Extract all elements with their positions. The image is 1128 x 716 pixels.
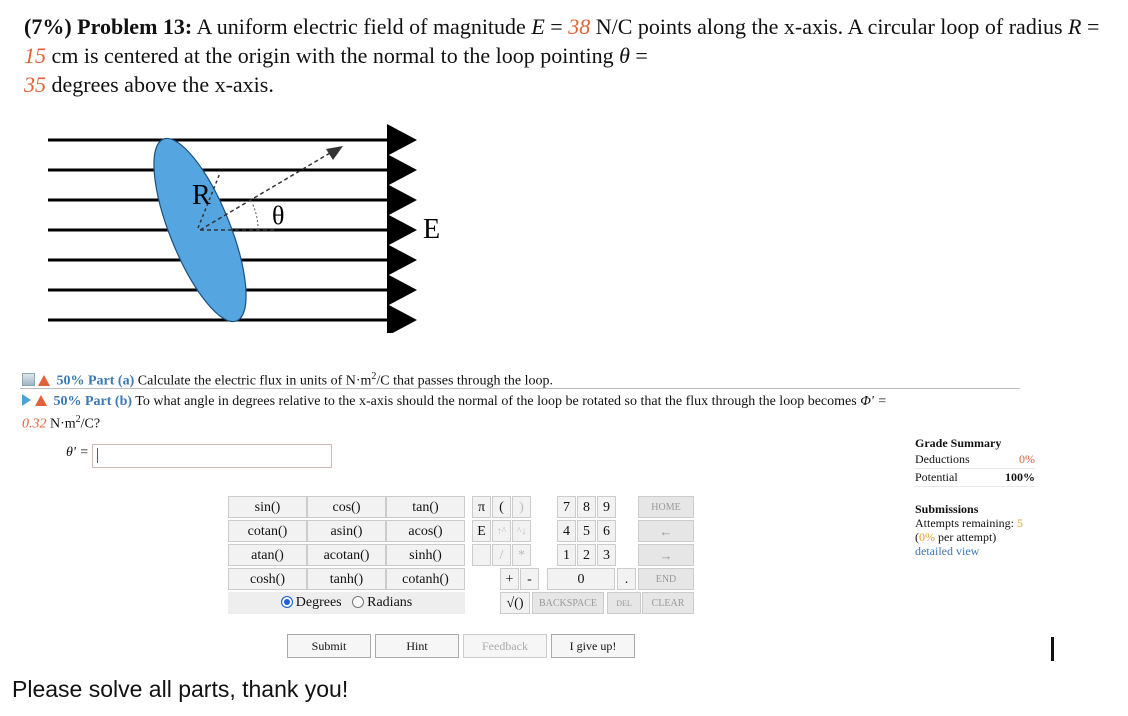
- eq-3: =: [629, 43, 648, 68]
- normal-arrowhead: [326, 146, 343, 160]
- degrees-radio[interactable]: [281, 596, 293, 608]
- fn-cos-button[interactable]: cos(): [307, 496, 386, 518]
- grade-summary-title: Grade Summary: [915, 436, 1002, 450]
- warning-icon: [35, 395, 47, 406]
- fn-cotanh-button[interactable]: cotanh(): [386, 568, 465, 590]
- physics-figure: [40, 118, 470, 333]
- r-symbol: R: [1068, 14, 1082, 39]
- flux-unit: N·m: [46, 416, 76, 432]
- part-b-text: To what angle in degrees relative to the x-axis should the normal of the loop be rotated so that the flux through the loop becomes: [135, 394, 857, 409]
- key-8[interactable]: 8: [577, 496, 596, 518]
- key-backspace[interactable]: BACKSPACE: [532, 592, 604, 614]
- deductions-label: Deductions: [915, 452, 970, 466]
- part-a-text: Calculate the electric flux in units of N·m: [137, 373, 372, 389]
- r-value: 15: [24, 43, 46, 68]
- fn-cosh-button[interactable]: cosh(): [228, 568, 307, 590]
- key-9[interactable]: 9: [597, 496, 616, 518]
- e-value: 38: [568, 14, 591, 39]
- part-b-row: [22, 393, 1032, 434]
- theta-symbol: θ: [619, 43, 630, 68]
- theta-value: 35: [24, 72, 46, 97]
- flux-value: 0.32: [22, 416, 47, 432]
- potential-value: 100%: [1005, 470, 1035, 484]
- key-clear[interactable]: CLEAR: [642, 592, 694, 614]
- deductions-value: 0%: [1019, 452, 1035, 466]
- part-a-label[interactable]: 50% Part (a): [56, 373, 135, 389]
- fn-atan-button[interactable]: atan(): [228, 544, 307, 566]
- key-blank: [472, 544, 491, 566]
- key-close-paren[interactable]: ): [512, 496, 531, 518]
- eq-2: =: [1081, 14, 1100, 39]
- fn-sin-button[interactable]: sin(): [228, 496, 307, 518]
- fn-asin-button[interactable]: asin(): [307, 520, 386, 542]
- submissions-title: Submissions: [915, 502, 979, 516]
- normal-arrow: [200, 153, 330, 230]
- degrees-label[interactable]: Degrees: [295, 595, 342, 610]
- field-arrowheads: [387, 124, 417, 333]
- problem-weight: (7%): [24, 14, 72, 39]
- key-left-arrow[interactable]: ←: [638, 520, 694, 542]
- key-4[interactable]: 4: [557, 520, 576, 542]
- problem-text-3: cm is centered at the origin with the normal to the loop pointing: [46, 43, 620, 68]
- phi-symbol: Φ' =: [860, 394, 887, 409]
- key-3[interactable]: 3: [597, 544, 616, 566]
- key-plus[interactable]: +: [500, 568, 519, 590]
- problem-text-4: degrees above the x-axis.: [46, 72, 274, 97]
- fn-sinh-button[interactable]: sinh(): [386, 544, 465, 566]
- grade-summary: [915, 436, 1035, 487]
- submit-button[interactable]: Submit: [287, 634, 371, 658]
- key-sqrt[interactable]: √(): [500, 592, 530, 614]
- answer-input[interactable]: [92, 444, 332, 468]
- attempts-value: 5: [1016, 516, 1023, 530]
- hint-button[interactable]: Hint: [375, 634, 459, 658]
- flux-unit-after: /C?: [80, 416, 101, 432]
- problem-text-1: A uniform electric field of magnitude: [196, 14, 526, 39]
- fn-tanh-button[interactable]: tanh(): [307, 568, 386, 590]
- part-a-text-after: /C that passes through the loop.: [376, 373, 553, 389]
- warning-icon: [38, 375, 50, 386]
- key-power-down[interactable]: ^↓: [512, 520, 531, 542]
- flux-unit-sup: 2: [75, 414, 81, 425]
- part-b-label: 50% Part (b): [53, 394, 133, 409]
- angle-label: θ: [272, 201, 285, 230]
- key-pi[interactable]: π: [472, 496, 491, 518]
- key-0[interactable]: 0: [547, 568, 615, 590]
- divider: [20, 388, 1020, 389]
- key-e[interactable]: E: [472, 520, 491, 542]
- key-power-up[interactable]: ↑^: [492, 520, 511, 542]
- problem-statement: [24, 12, 1114, 99]
- key-minus[interactable]: -: [520, 568, 539, 590]
- radians-label[interactable]: Radians: [367, 595, 413, 610]
- key-7[interactable]: 7: [557, 496, 576, 518]
- problem-label: Problem 13:: [77, 14, 193, 39]
- key-right-arrow[interactable]: →: [638, 544, 694, 566]
- submissions-panel: [915, 502, 1037, 558]
- field-label: E: [423, 214, 441, 245]
- angle-arc: [252, 203, 258, 230]
- key-end[interactable]: END: [638, 568, 694, 590]
- text-caret: [97, 448, 98, 463]
- answer-label: θ' =: [66, 445, 89, 460]
- detailed-view-link[interactable]: detailed view: [915, 544, 980, 558]
- per-attempt-value: 0%: [919, 530, 935, 544]
- per-attempt-label: per attempt): [935, 530, 997, 544]
- text-cursor: [1051, 637, 1054, 661]
- footer-note: Please solve all parts, thank you!: [12, 676, 349, 702]
- fn-tan-button[interactable]: tan(): [386, 496, 465, 518]
- key-multiply[interactable]: *: [512, 544, 531, 566]
- angle-unit-selector: [228, 592, 465, 614]
- key-open-paren[interactable]: (: [492, 496, 511, 518]
- fn-cotan-button[interactable]: cotan(): [228, 520, 307, 542]
- potential-label: Potential: [915, 470, 958, 484]
- key-6[interactable]: 6: [597, 520, 616, 542]
- key-1[interactable]: 1: [557, 544, 576, 566]
- key-5[interactable]: 5: [577, 520, 596, 542]
- per-open: (: [915, 530, 919, 544]
- fn-acos-button[interactable]: acos(): [386, 520, 465, 542]
- key-home[interactable]: HOME: [638, 496, 694, 518]
- collapse-icon[interactable]: [22, 373, 35, 386]
- key-divide[interactable]: /: [492, 544, 511, 566]
- fn-acotan-button[interactable]: acotan(): [307, 544, 386, 566]
- give-up-button[interactable]: I give up!: [551, 634, 635, 658]
- radians-radio[interactable]: [352, 596, 364, 608]
- part-a-sup: 2: [371, 371, 377, 382]
- problem-text-2: N/C points along the x-axis. A circular loop of radius: [590, 14, 1068, 39]
- eq-1: =: [544, 14, 569, 39]
- attempts-label: Attempts remaining:: [915, 516, 1014, 530]
- play-icon: [22, 394, 31, 406]
- feedback-button[interactable]: Feedback: [463, 634, 547, 658]
- key-del[interactable]: DEL: [607, 592, 641, 614]
- radius-label: R: [192, 180, 211, 211]
- key-decimal[interactable]: .: [617, 568, 636, 590]
- e-symbol: E: [531, 14, 545, 39]
- key-2[interactable]: 2: [577, 544, 596, 566]
